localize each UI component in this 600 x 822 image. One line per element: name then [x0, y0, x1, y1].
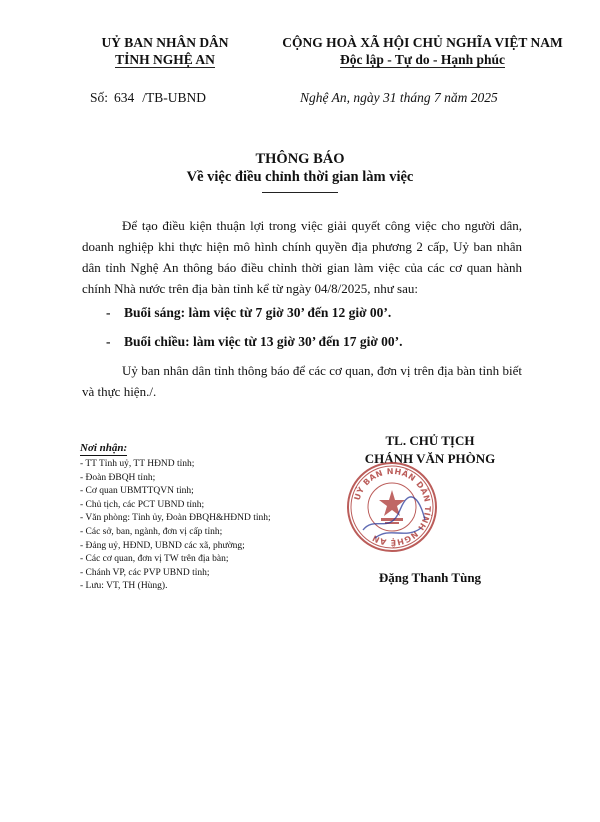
signer-name: Đặng Thanh Tùng [378, 570, 482, 585]
schedule-morning-text: Buổi sáng: làm việc từ 7 giờ 30’ đến 12 giờ 00’. [124, 305, 392, 320]
recipient-item: - Chủ tịch, các PCT UBND tỉnh; [80, 499, 205, 510]
doc-no-label: Số: [90, 90, 109, 105]
national-motto: Độc lập - Tự do - Hạnh phúc [339, 52, 506, 67]
official-seal [345, 460, 439, 554]
recipient-item: - TT Tỉnh uỷ, TT HĐND tỉnh; [80, 459, 195, 469]
bullet-dash: - [106, 305, 111, 320]
document-date: Nghệ An, ngày 31 tháng 7 năm 2025 [300, 90, 498, 105]
recipient-item: - Các cơ quan, đơn vị TW trên địa bàn; [80, 554, 229, 565]
schedule-afternoon [106, 334, 403, 350]
schedule-afternoon-text: Buổi chiều: làm việc từ 13 giờ 30’ đến 17 giờ 00’. [124, 334, 403, 349]
national-header [260, 34, 585, 68]
document-subtitle: Về việc điều chỉnh thời gian làm việc [186, 169, 414, 185]
recipients-heading: Nơi nhận: [80, 442, 128, 454]
doc-no-suffix: /TB-UBND [142, 90, 207, 105]
bullet-dash: - [106, 334, 111, 349]
document-number [90, 90, 206, 106]
country-name: CỘNG HOÀ XÃ HỘI CHỦ NGHĨA VIỆT NAM [282, 35, 563, 50]
issuing-organization [70, 34, 260, 68]
document-title-block [0, 150, 600, 186]
org-province: TỈNH NGHỆ AN [115, 52, 215, 67]
body-paragraph-2: Uỷ ban nhân dân tỉnh thông báo để các cơ quan, đơn vị trên địa bàn tỉnh biết và thực hiện./. [82, 363, 522, 399]
doc-no-value: 634 [114, 90, 135, 105]
seal-graphic [345, 460, 439, 554]
recipient-item: - Chánh VP, các PVP UBND tỉnh; [80, 567, 210, 578]
seal-text: UỶ BAN NHÂN DÂN TỈNH NGHỆ AN [352, 466, 433, 548]
recipient-item: - Đoàn ĐBQH tỉnh; [80, 472, 156, 483]
title-divider [262, 192, 338, 193]
recipient-item: - Cơ quan UBMTTQVN tỉnh; [80, 486, 194, 497]
signature-title: CHÁNH VĂN PHÒNG [364, 451, 496, 466]
recipient-item: - Đảng uỷ, HĐND, UBND các xã, phường; [80, 540, 245, 551]
recipient-item: - Văn phòng: Tỉnh ủy, Đoàn ĐBQH&HĐND tỉnh; [80, 513, 271, 524]
org-name: UỶ BAN NHÂN DÂN [101, 35, 229, 50]
recipients-list [80, 442, 370, 594]
signature-authority: TL. CHỦ TỊCH [385, 433, 475, 448]
schedule-morning [106, 305, 392, 321]
recipient-item: - Lưu: VT, TH (Hùng). [80, 581, 168, 592]
body-paragraph-1: Để tạo điều kiện thuận lợi trong việc giải quyết công việc cho người dân, doanh nghiệp khi thực hiện mô hình chính quyền địa phương 2 cấp, Uỷ ban nhân dân tỉnh Nghệ An thông báo điều chỉnh thời gian làm việc của các cơ quan hành chính Nhà nước trên địa bàn tỉnh kể từ ngày 04/8/2025, như sau: [82, 218, 522, 296]
document-title: THÔNG BÁO [255, 151, 345, 167]
recipient-item: - Các sở, ban, ngành, đơn vị cấp tỉnh; [80, 526, 223, 537]
